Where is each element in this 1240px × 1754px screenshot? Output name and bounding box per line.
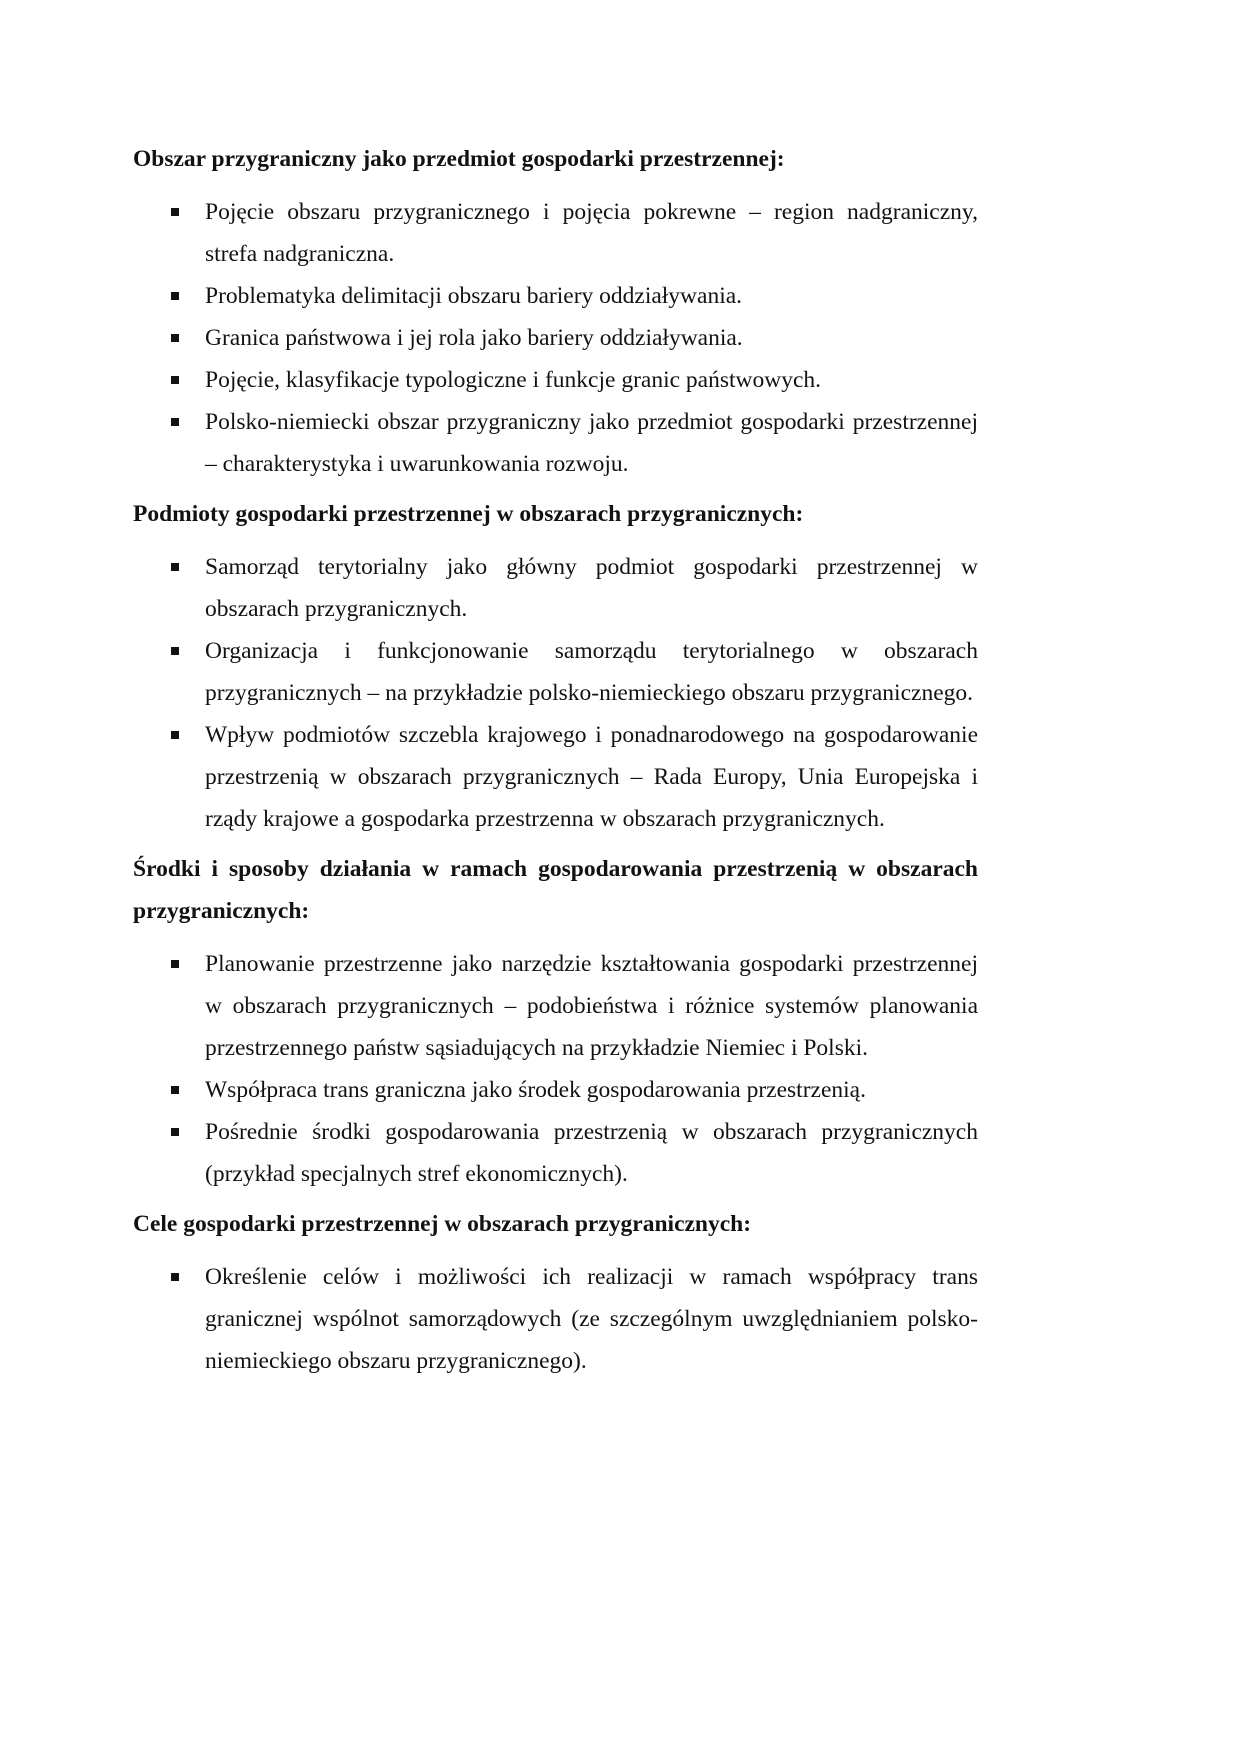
bullet-list xyxy=(133,546,978,840)
bullet-icon xyxy=(171,563,179,571)
list-item xyxy=(133,401,978,485)
bullet-text: Polsko-niemiecki obszar przygraniczny jako przedmiot gospodarki przestrzennej – charakterystyka i uwarunkowania rozwoju. xyxy=(205,409,978,477)
bullet-list xyxy=(133,1256,978,1382)
section-heading: Podmioty gospodarki przestrzennej w obszarach przygranicznych: xyxy=(133,501,804,527)
list-item xyxy=(133,1111,978,1195)
section-heading: Cele gospodarki przestrzennej w obszarach przygranicznych: xyxy=(133,1211,752,1237)
list-item xyxy=(133,943,978,1069)
bullet-icon xyxy=(171,418,179,426)
bullet-list xyxy=(133,191,978,485)
bullet-text: Pojęcie obszaru przygranicznego i pojęcia pokrewne – region nadgraniczny, strefa nadgraniczna. xyxy=(205,199,978,267)
bullet-text: Problematyka delimitacji obszaru bariery oddziaływania. xyxy=(205,283,743,309)
bullet-text: Planowanie przestrzenne jako narzędzie kształtowania gospodarki przestrzennej w obszarach przygranicznych – podobieństwa i różnice systemów planowania przestrzennego państw sąsiadujących na przykładzie Niemiec i Polski. xyxy=(205,951,978,1061)
bullet-icon xyxy=(171,208,179,216)
list-item xyxy=(133,1069,978,1111)
bullet-list xyxy=(133,943,978,1195)
list-item xyxy=(133,275,978,317)
section-border-area-subject xyxy=(133,138,978,485)
bullet-icon xyxy=(171,647,179,655)
bullet-icon xyxy=(171,731,179,739)
list-item xyxy=(133,630,978,714)
bullet-text: Pośrednie środki gospodarowania przestrzenią w obszarach przygranicznych (przykład specjalnych stref ekonomicznych). xyxy=(205,1119,978,1187)
list-item xyxy=(133,714,978,840)
bullet-text: Organizacja i funkcjonowanie samorządu terytorialnego w obszarach przygranicznych – na przykładzie polsko-niemieckiego obszaru przygranicznego. xyxy=(205,638,978,706)
bullet-icon xyxy=(171,1086,179,1094)
bullet-text: Współpraca trans graniczna jako środek gospodarowania przestrzenią. xyxy=(205,1077,866,1103)
list-item xyxy=(133,317,978,359)
list-item xyxy=(133,546,978,630)
section-heading: Obszar przygraniczny jako przedmiot gospodarki przestrzennej: xyxy=(133,146,785,172)
bullet-icon xyxy=(171,334,179,342)
list-item xyxy=(133,191,978,275)
list-item xyxy=(133,1256,978,1382)
section-spatial-economy-goals xyxy=(133,1203,978,1382)
list-item xyxy=(133,359,978,401)
bullet-text: Wpływ podmiotów szczebla krajowego i ponadnarodowego na gospodarowanie przestrzenią w obszarach przygranicznych – Rada Europy, Unia Europejska i rządy krajowe a gospodarka przestrzenna w obszarach przygranicznych. xyxy=(205,722,978,832)
bullet-icon xyxy=(171,376,179,384)
section-heading: Środki i sposoby działania w ramach gospodarowania przestrzenią w obszarach przygranicznych: xyxy=(133,856,978,924)
section-means-and-methods xyxy=(133,848,978,1195)
bullet-icon xyxy=(171,960,179,968)
bullet-text: Samorząd terytorialny jako główny podmiot gospodarki przestrzennej w obszarach przygranicznych. xyxy=(205,554,978,622)
bullet-text: Granica państwowa i jej rola jako bariery oddziaływania. xyxy=(205,325,743,351)
bullet-text: Pojęcie, klasyfikacje typologiczne i funkcje granic państwowych. xyxy=(205,367,822,393)
bullet-icon xyxy=(171,1128,179,1136)
section-spatial-economy-entities xyxy=(133,493,978,840)
bullet-icon xyxy=(171,292,179,300)
bullet-text: Określenie celów i możliwości ich realizacji w ramach współpracy trans granicznej wspólnot samorządowych (ze szczególnym uwzględnianiem polsko-niemieckiego obszaru przygranicznego). xyxy=(205,1264,978,1374)
bullet-icon xyxy=(171,1273,179,1281)
